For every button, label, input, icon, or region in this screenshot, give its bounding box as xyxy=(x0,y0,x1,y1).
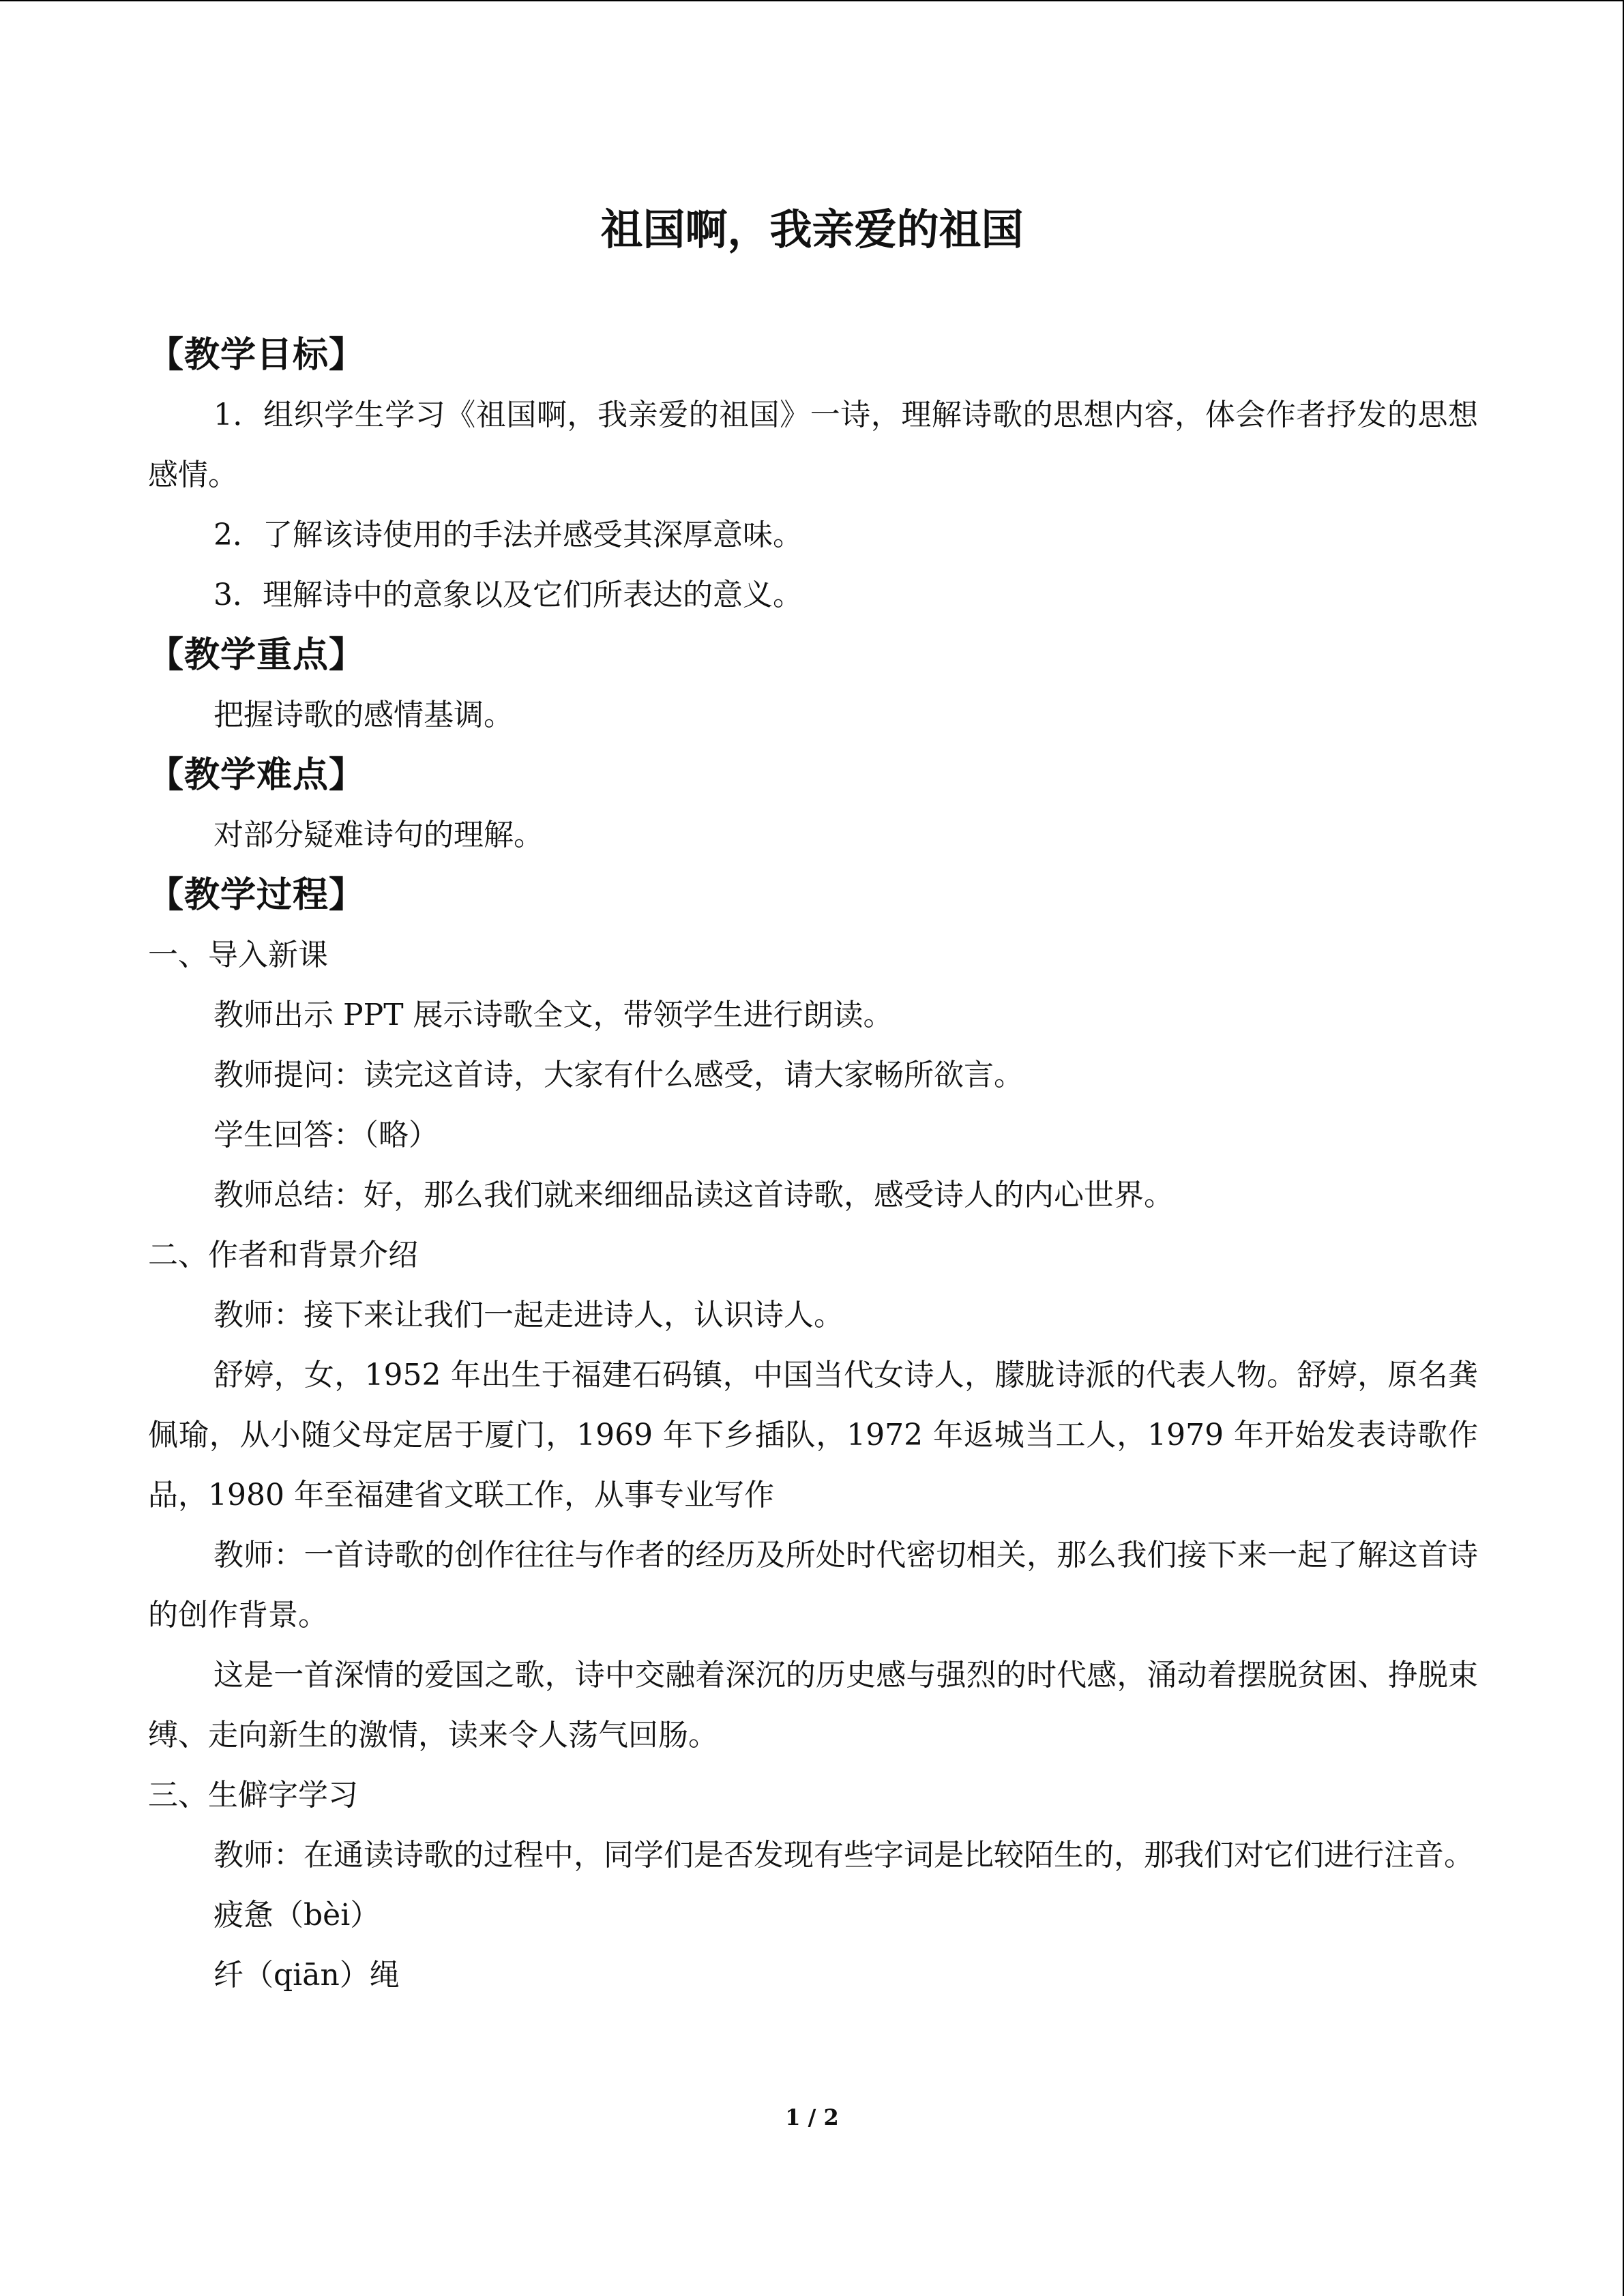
part3-paragraph: 疲惫（bèi） xyxy=(213,1898,381,1933)
heading-key-points: 【教学重点】 xyxy=(148,634,366,676)
part1-paragraph: 学生回答：（略） xyxy=(213,1118,439,1152)
part2-paragraph: 教师：接下来让我们一起走进诗人，认识诗人。 xyxy=(213,1298,844,1332)
objective-item-1: 1．组织学生学习《祖国啊，我亲爱的祖国》一诗，理解诗歌的思想内容，体会作者抒发的思想感情。 xyxy=(148,398,1478,492)
part3-paragraph: 教师：在通读诗歌的过程中，同学们是否发现有些字词是比较陌生的，那我们对它们进行注音。 xyxy=(213,1838,1474,1873)
part3-paragraph: 纤（qiān）绳 xyxy=(213,1958,400,1993)
objective-item-3: 3．理解诗中的意象以及它们所表达的意义。 xyxy=(213,578,803,612)
part2-paragraph: 教师：一首诗歌的创作往往与作者的经历及所处时代密切相关，那么我们接下来一起了解这首诗的创作背景。 xyxy=(148,1538,1478,1632)
part1-paragraph: 教师出示 PPT 展示诗歌全文，带领学生进行朗读。 xyxy=(213,998,894,1032)
process-part3-title: 三、生僻字学习 xyxy=(148,1778,358,1813)
part1-paragraph: 教师提问：读完这首诗，大家有什么感受，请大家畅所欲言。 xyxy=(213,1058,1024,1092)
document-title: 祖国啊，我亲爱的祖国 xyxy=(600,205,1024,254)
part2-paragraph: 舒婷，女，1952 年出生于福建石码镇，中国当代女诗人，朦胧诗派的代表人物。舒婷，原名龚佩瑜，从小随父母定居于厦门，1969 年下乡插队，1972 年返城当工人，1979 年开始发表诗歌作品，1980 年至福建省文联工作，从事专业写作 xyxy=(148,1358,1478,1512)
page-number: 1 / 2 xyxy=(785,2104,839,2130)
part2-paragraph: 这是一首深情的爱国之歌，诗中交融着深沉的历史感与强烈的时代感，涌动着摆脱贫困、挣脱束缚、走向新生的激情，读来令人荡气回肠。 xyxy=(148,1658,1478,1753)
heading-difficulties: 【教学难点】 xyxy=(148,754,366,796)
document-body xyxy=(148,325,1478,2006)
heading-objectives: 【教学目标】 xyxy=(148,334,366,376)
process-part2-title: 二、作者和背景介绍 xyxy=(148,1238,418,1272)
difficulties-text: 对部分疑难诗句的理解。 xyxy=(213,818,544,852)
objective-item-2: 2．了解该诗使用的手法并感受其深厚意味。 xyxy=(213,518,803,552)
heading-process: 【教学过程】 xyxy=(148,874,366,916)
process-part1-title: 一、导入新课 xyxy=(148,938,328,972)
part1-paragraph: 教师总结：好，那么我们就来细细品读这首诗歌，感受诗人的内心世界。 xyxy=(213,1178,1174,1212)
key-points-text: 把握诗歌的感情基调。 xyxy=(213,698,514,732)
